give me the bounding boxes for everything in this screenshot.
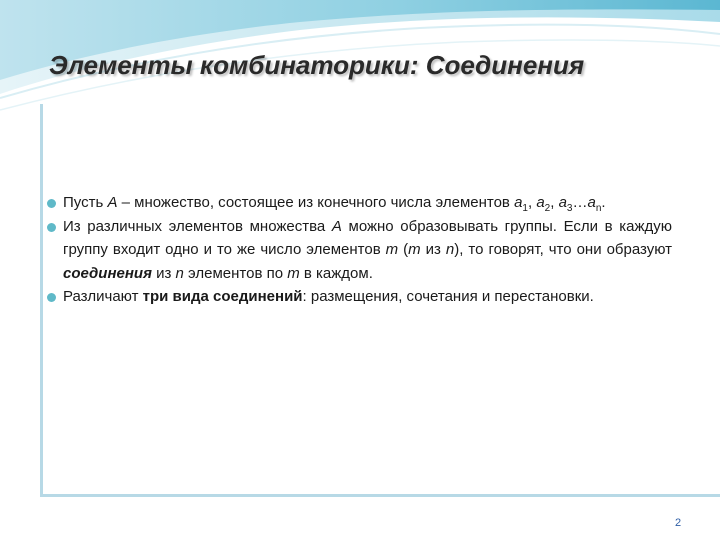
bottom-accent-line bbox=[40, 494, 720, 497]
bullet-item: Из различных элементов множества А можно образовывать группы. Если в каждую группу входит одно и то же число элементов m (m из n), то говорят, что они образуют соединения из n элементов по m в каждом. bbox=[44, 215, 672, 286]
slide-title: Элементы комбинаторики: Соединения bbox=[49, 50, 585, 80]
bullet-item: Пусть А – множество, состоящее из конечного числа элементов $a_1$, $a_2$, $a_3\dots a_n$. bbox=[44, 191, 672, 215]
bold-phrase: три вида соединений bbox=[142, 288, 303, 305]
page-number: 2 bbox=[675, 517, 682, 529]
term-connections: соединения bbox=[63, 264, 152, 282]
bullet-item: Различают три вида соединений: размещения, сочетания и перестановки. bbox=[44, 285, 672, 309]
left-accent-line bbox=[40, 104, 43, 496]
bullet-list bbox=[44, 191, 672, 309]
bullet-icon bbox=[47, 223, 56, 232]
bullet-icon bbox=[47, 293, 56, 302]
bullet-icon bbox=[47, 199, 56, 208]
